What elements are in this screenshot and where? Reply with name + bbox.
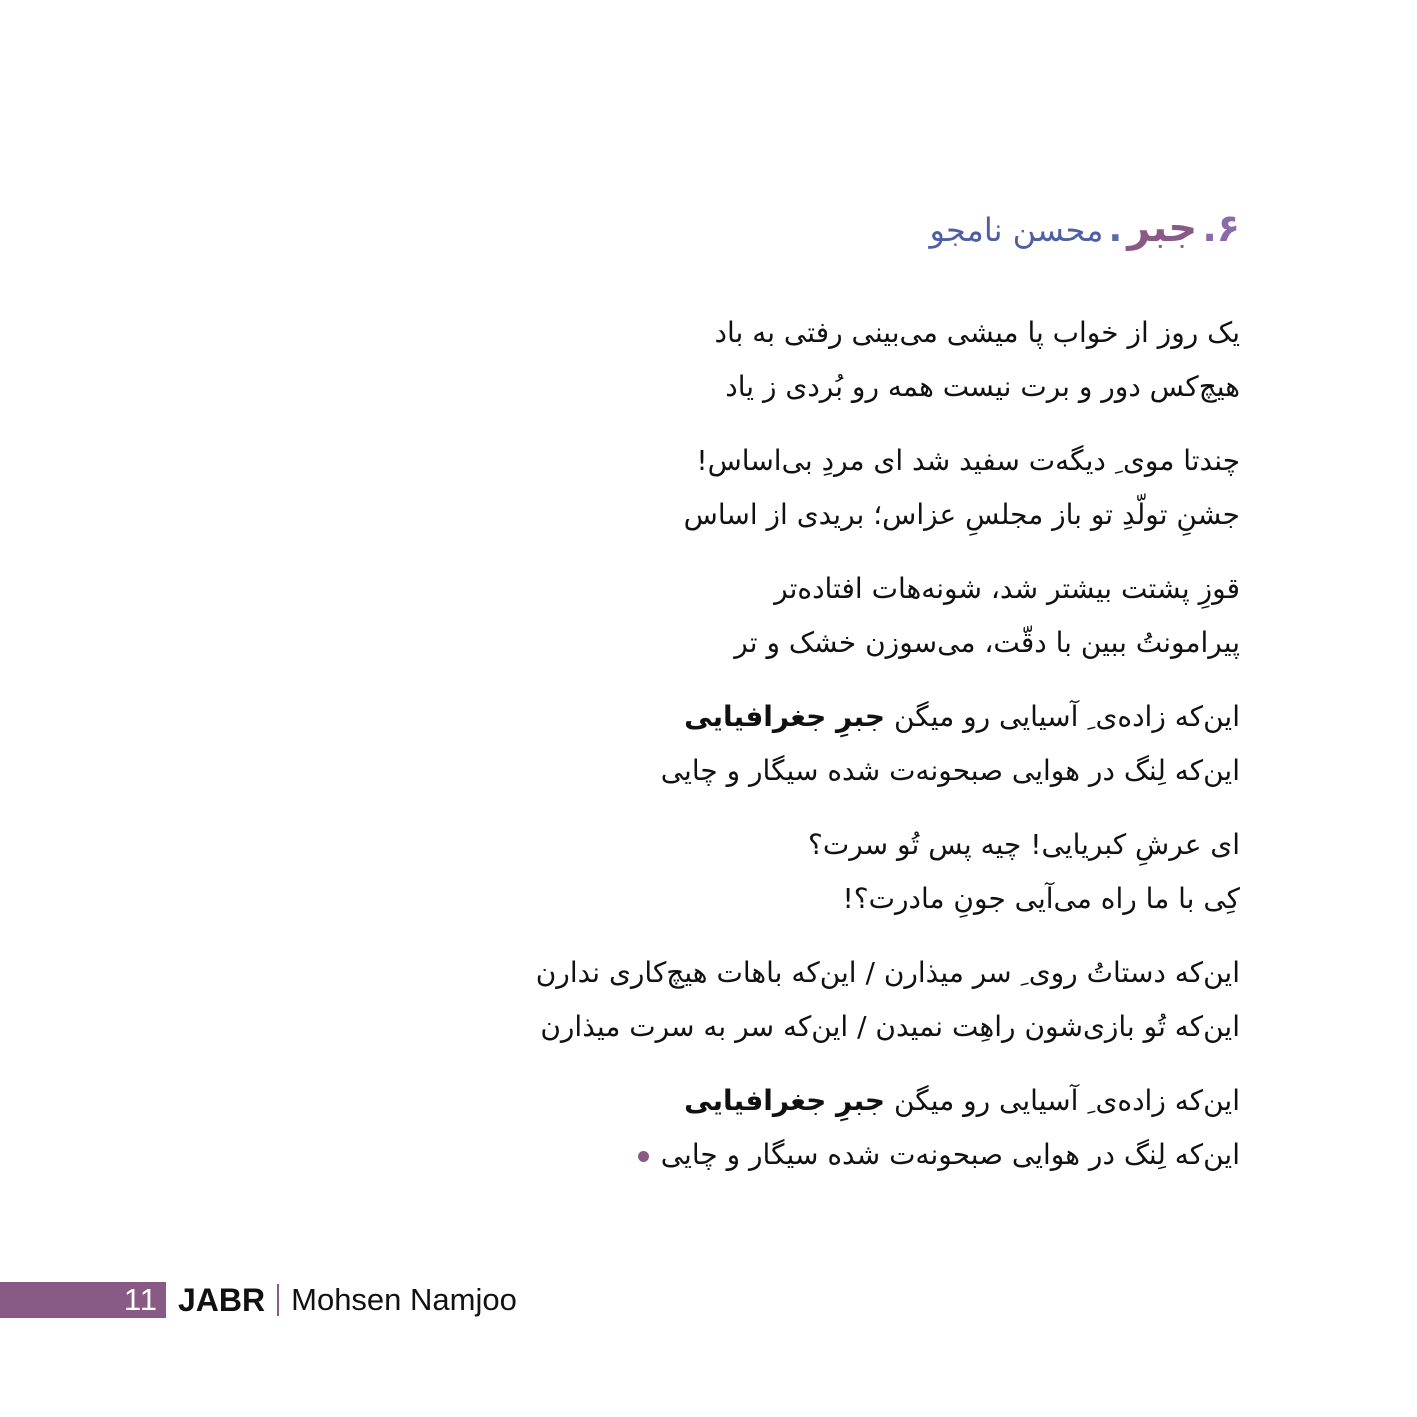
stanza-2: [420, 434, 1240, 542]
poem-line: قوزِ پشتت بیشتر شد، شونه‌هات افتاده‌تر: [774, 572, 1240, 605]
footer-bar: [0, 1282, 166, 1318]
emphasized-phrase: جبرِ جغرافیایی: [684, 1084, 886, 1117]
line-text: این‌که زاده‌ی ِ آسیایی رو میگن: [885, 1084, 1240, 1117]
end-mark-dot-icon: [638, 1151, 649, 1162]
line-text: این‌که لِنگ در هوایی صبحونه‌ت شده سیگار و چایی: [660, 1138, 1240, 1171]
poem-line: [420, 1128, 1240, 1182]
poem-title-word: جبر: [1127, 205, 1198, 251]
stanza-6: [420, 946, 1240, 1054]
poem-line: یک روز از خواب پا میشی می‌بینی رفتی به باد: [714, 316, 1240, 349]
stanza-1: [420, 306, 1240, 414]
poem-author: محسن نامجو: [929, 211, 1104, 249]
poem-body: [420, 306, 1240, 1202]
poem-line: چندتا موی ِ دیگه‌ت سفید شد ای مردِ بی‌اساس!: [696, 444, 1240, 477]
footer-divider: [277, 1284, 279, 1316]
title-separator: .: [1108, 209, 1123, 250]
stanza-4-refrain: [420, 690, 1240, 798]
poem-number: ۶.: [1202, 206, 1240, 250]
page-number: 11: [123, 1282, 158, 1317]
poem-line: این‌که دستاتُ روی ِ سر میذارن / این‌که باهات هیچ‌کاری ندارن: [535, 956, 1240, 989]
poem-line: [420, 690, 1240, 744]
poem-line: هیچ‌کس دور و برت نیست همه رو بُردی ز یاد: [725, 370, 1240, 403]
poem-title: [929, 198, 1240, 266]
footer-title: JABR: [178, 1281, 266, 1318]
poem-line: این‌که تُو بازی‌شون راهِت نمیدن / این‌که سر به سرت میذارن: [540, 1010, 1240, 1043]
footer-author: Mohsen Namjoo: [291, 1282, 517, 1317]
poem-line: این‌که لِنگ در هوایی صبحونه‌ت شده سیگار و چایی: [660, 754, 1240, 787]
emphasized-phrase: جبرِ جغرافیایی: [684, 700, 886, 733]
poem-line: پیرامونتُ ببین با دقّت، می‌سوزن خشک و تر: [734, 626, 1240, 659]
page-footer: [0, 1278, 517, 1322]
poem-line: جشنِ تولّدِ تو باز مجلسِ عزاس؛ بریدی از اساس: [683, 498, 1240, 531]
poem-line: [420, 1074, 1240, 1128]
stanza-5: [420, 818, 1240, 926]
stanza-3: [420, 562, 1240, 670]
poem-line: ای عرشِ کبریایی! چیه پس تُو سرت؟: [808, 828, 1240, 861]
stanza-7-refrain: [420, 1074, 1240, 1182]
poem-line: کِی با ما راه می‌آیی جونِ مادرت؟!: [842, 882, 1240, 915]
line-text: این‌که زاده‌ی ِ آسیایی رو میگن: [885, 700, 1240, 733]
